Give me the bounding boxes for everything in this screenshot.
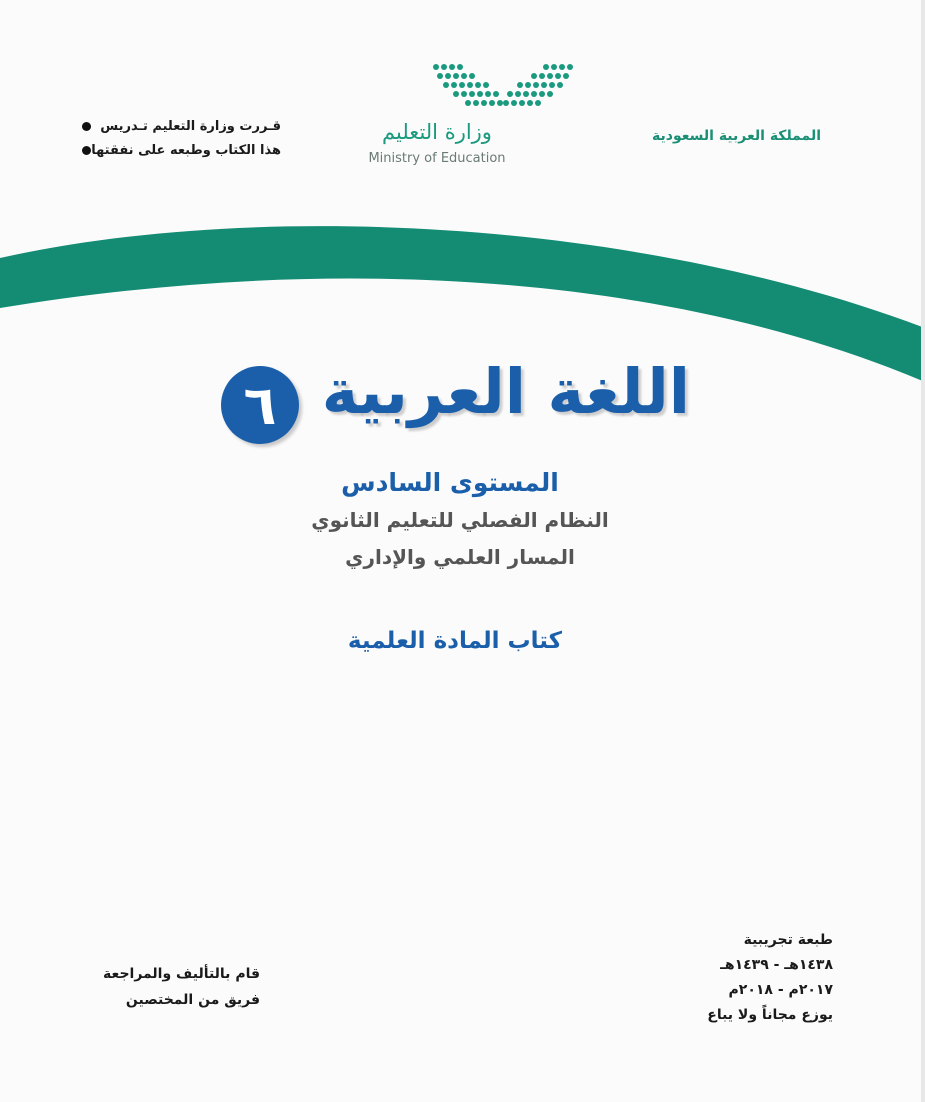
book-title: اللغة العربية <box>321 355 690 428</box>
system-label: النظام الفصلي للتعليم الثانوي <box>311 508 609 532</box>
approval-note <box>76 114 281 138</box>
bullet-icon <box>82 146 91 155</box>
approval-note-text: قـررت وزارة التعليم تـدريس <box>100 118 281 134</box>
authors-line-1: قام بالتأليف والمراجعة <box>103 966 260 982</box>
kingdom-label: المملكة العربية السعودية <box>652 128 821 144</box>
bullet-icon <box>82 122 91 131</box>
distribution-note: يوزع مجاناً ولا يباع <box>707 1007 833 1023</box>
cover-title-block <box>215 352 690 452</box>
ministry-name-en: Ministry of Education <box>368 151 506 166</box>
approval-note-text: هذا الكتاب وطبعه على نفقتها <box>91 142 281 158</box>
edition-gregorian: ٢٠١٧م - ٢٠١٨م <box>728 982 833 998</box>
approval-notes <box>76 114 281 162</box>
edition-info <box>683 932 833 1032</box>
book-type-label: كتاب المادة العلمية <box>347 628 563 654</box>
track-label: المسار العلمي والإداري <box>345 545 575 569</box>
approval-note <box>76 138 281 162</box>
edition-type: طبعة تجريبية <box>743 932 833 948</box>
ministry-name-ar: وزارة التعليم <box>382 120 492 144</box>
grade-number-badge: ٦ <box>221 366 299 444</box>
page-edge <box>921 0 925 1102</box>
level-label: المستوى السادس <box>341 468 559 497</box>
edition-hijri: ١٤٣٨هـ - ١٤٣٩هـ <box>720 957 833 973</box>
authors-line-2: فريق من المختصين <box>125 992 260 1008</box>
authors-info <box>80 966 260 1018</box>
ministry-logo-icon <box>432 62 574 110</box>
